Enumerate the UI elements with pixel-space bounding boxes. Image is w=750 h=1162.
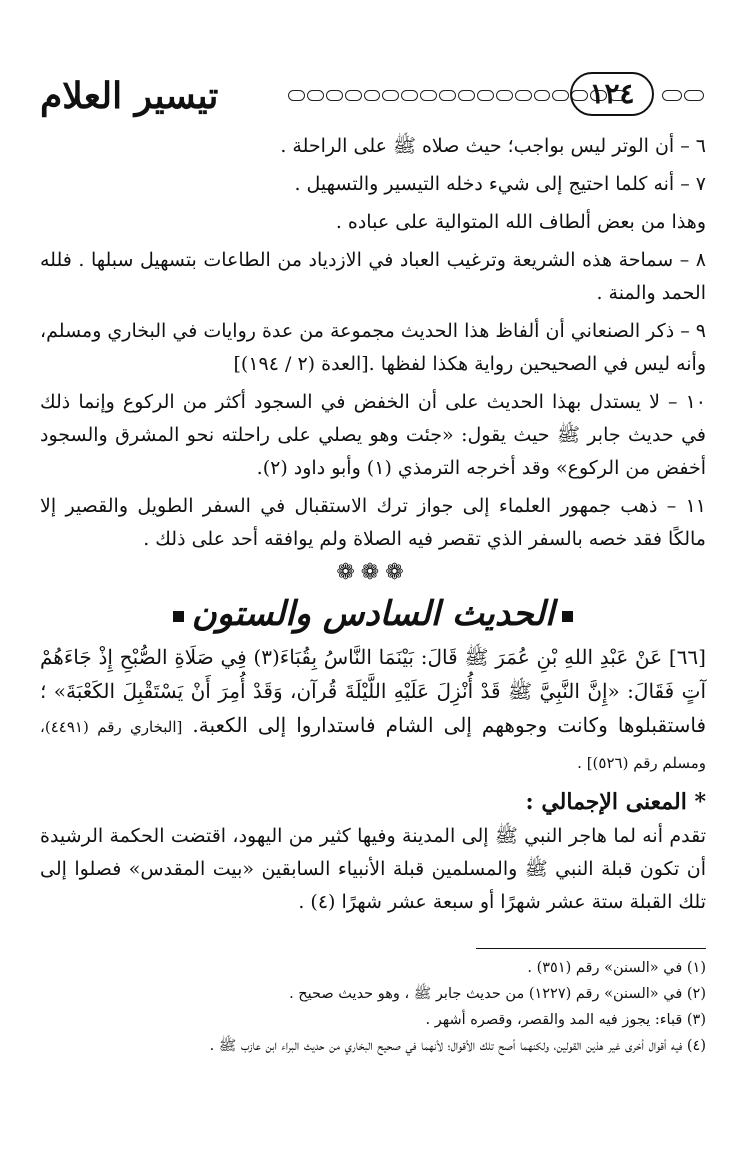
square-bullet-icon <box>173 611 184 622</box>
decorative-corner-ornament <box>662 90 706 106</box>
point-10: ١٠ – لا يستدل بهذا الحديث على أن الخفض في السجود أكثر من الركوع وإنما ذلك في حديث جابر ﷺ حيث يقول: «جئت وهو يصلي على راحلته نحو المشرق والسجود أخفض من الركوع» وقد أخرجه الترمذي (١) وأبو داود (٢). <box>40 391 706 479</box>
remark-paragraph: وهذا من بعض ألطاف الله المتوالية على عباده . <box>335 211 706 233</box>
hadith-reference: [البخاري رقم (٤٤٩١)، ومسلم رقم (٥٢٦)] . <box>40 718 706 772</box>
hadith-text: [٦٦] عَنْ عَبْدِ اللهِ بْنِ عُمَرَ ﷺ قَالَ: بَيْنَمَا النَّاسُ بِقُبَاءَ(٣) فِي صَلَاةِ الصُّبْحِ إِذْ جَاءَهُمْ آتٍ فَقَالَ: «إِنَّ النَّبِيَّ ﷺ قَدْ أُنْزِلَ عَلَيْهِ اللَّيْلَةَ قُرآن، وَقَدْ أُمِرَ أَنْ يَسْتَقْبِلَ الكَعْبَةَ» ؛ فاستقبلوها وكانت وجوههم إلى الشام فاستداروا إلى الكعبة. <box>40 645 707 737</box>
footnote-1: (١) في «السنن» رقم (٣٥١) . <box>527 960 706 976</box>
point-9: ٩ – ذكر الصنعاني أن ألفاظ هذا الحديث مجموعة من عدة روايات في البخاري ومسلم، وأنه ليس في الصحيحين رواية هكذا لفظها .[العدة (٢ / ١٩٤)] <box>40 320 706 375</box>
point-6: ٦ – أن الوتر ليس بواجب؛ حيث صلاه ﷺ على الراحلة . <box>280 135 706 157</box>
hadith-title: الحديث السادس والستون <box>191 594 555 634</box>
point-8: ٨ – سماحة هذه الشريعة وترغيب العباد في الازدياد من الطاعات بتسهيل سبلها . فلله الحمد والمنة . <box>40 249 706 304</box>
footnote-divider <box>476 948 706 949</box>
page-number: ١٢٤ <box>570 72 654 116</box>
hadith-body <box>40 640 706 780</box>
section-separator: ❁❁❁ <box>336 560 410 585</box>
book-title: تيسير العلام <box>40 75 219 117</box>
point-7: ٧ – أنه كلما احتيج إلى شيء دخله التيسير والتسهيل . <box>294 173 706 195</box>
footnote-2: (٢) في «السنن» رقم (١٢٢٧) من حديث جابر ﷺ ، وهو حديث صحيح . <box>289 986 706 1002</box>
footnote-4: (٤) فيه أقوال أخرى غير هذين القولين، ولكنهما أصح تلك الأقوال؛ لأنهما في صحيح البخاري من حديث البراء ابن عازب ﷺ . <box>209 1038 706 1054</box>
footnotes <box>40 948 706 1059</box>
page-header <box>40 72 706 120</box>
main-text <box>40 130 706 919</box>
footnote-3: (٣) قباء: يجوز فيه المد والقصر، وقصره أشهر . <box>425 1012 706 1028</box>
section-paragraph: تقدم أنه لما هاجر النبي ﷺ إلى المدينة وفيها كثير من اليهود، اقتضت الحكمة الرشيدة أن تكون قبلة النبي ﷺ والمسلمين قبلة الأنبياء السابقين «بيت المقدس» فصلوا إلى تلك القبلة ستة عشر شهرًا أو سبعة عشر شهرًا (٤) . <box>40 825 706 913</box>
point-11: ١١ – ذهب جمهور العلماء إلى جواز ترك الاستقبال في السفر الطويل والقصير إلا مالكًا فقد خصه بالسفر الذي تقصر فيه الصلاة ولم يوافقه أحد على ذلك . <box>40 495 706 550</box>
hadith-heading <box>40 590 706 638</box>
square-bullet-icon <box>562 611 573 622</box>
section-heading: * المعنى الإجمالي : <box>525 789 706 815</box>
